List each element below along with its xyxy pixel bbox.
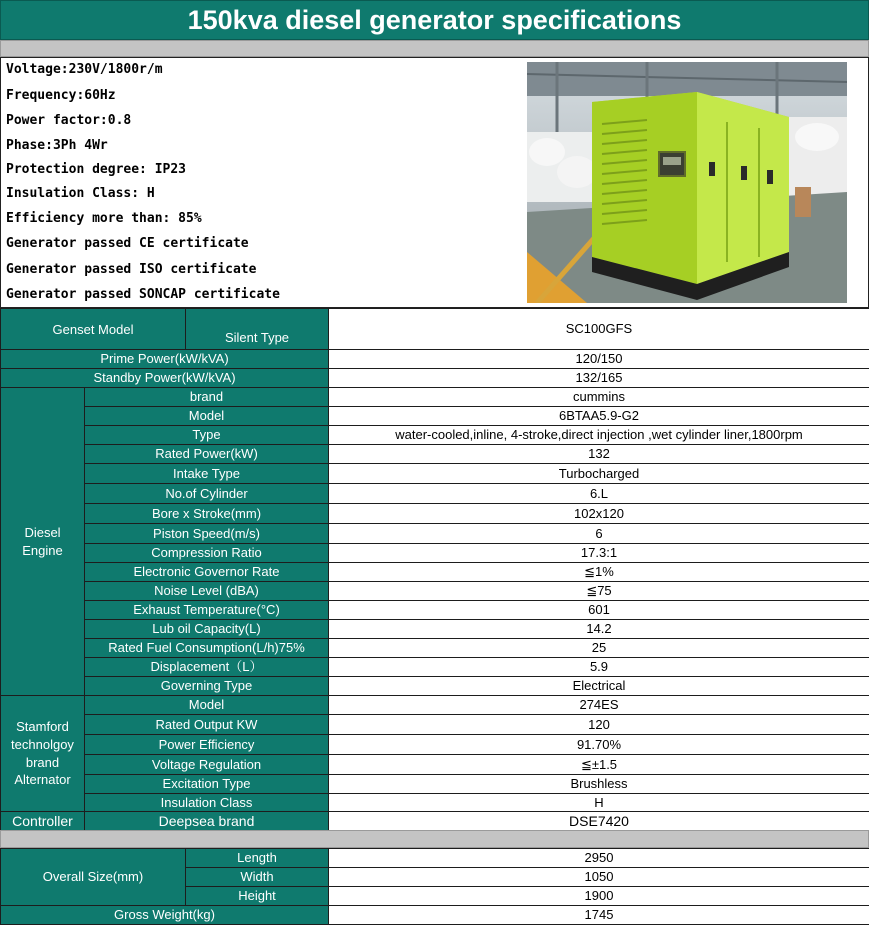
engine-row-label: Rated Power(kW)	[84, 444, 329, 464]
separator-bar	[0, 40, 869, 57]
engine-row-value: 17.3:1	[328, 543, 869, 563]
genset-model-label: Genset Model	[0, 308, 186, 350]
engine-row-label: Type	[84, 425, 329, 445]
standby-power-value: 132/165	[328, 368, 869, 388]
intro-spec-line: Generator passed CE certificate	[6, 236, 249, 251]
engine-row-label: Model	[84, 406, 329, 426]
engine-row-value: ≦1%	[328, 562, 869, 582]
engine-row-label: Bore x Stroke(mm)	[84, 503, 329, 524]
standby-power-label: Standby Power(kW/kVA)	[0, 368, 329, 388]
size-row-value: 2950	[328, 848, 869, 868]
alternator-row-value: 120	[328, 714, 869, 735]
engine-row-label: Electronic Governor Rate	[84, 562, 329, 582]
intro-specs-block	[0, 57, 869, 308]
intro-spec-line: Insulation Class: H	[6, 186, 155, 201]
gross-weight-label: Gross Weight(kg)	[0, 905, 329, 925]
size-row-value: 1900	[328, 886, 869, 906]
engine-row-value: 132	[328, 444, 869, 464]
engine-row-label: Noise Level (dBA)	[84, 581, 329, 601]
engine-row-label: No.of Cylinder	[84, 483, 329, 504]
intro-spec-line: Generator passed ISO certificate	[6, 262, 257, 277]
engine-row-value: 6.L	[328, 483, 869, 504]
page-title: 150kva diesel generator specifications	[0, 0, 869, 40]
separator-bar	[0, 830, 869, 848]
engine-row-value: ≦75	[328, 581, 869, 601]
gross-weight-value: 1745	[328, 905, 869, 925]
engine-row-label: brand	[84, 387, 329, 407]
green-silent-diesel-generator-photo	[527, 62, 847, 303]
alternator-row-value: Brushless	[328, 774, 869, 794]
generator-photo	[527, 62, 847, 303]
controller-brand: Deepsea brand	[84, 811, 329, 831]
alternator-row-label: Rated Output KW	[84, 714, 329, 735]
alternator-row-label: Model	[84, 695, 329, 715]
size-row-label: Length	[185, 848, 329, 868]
overall-size-label: Overall Size(mm)	[0, 848, 186, 906]
alternator-row-value: 274ES	[328, 695, 869, 715]
alternator-row-value: H	[328, 793, 869, 812]
alternator-group-label: Stamford technolgoy brand Alternator	[0, 695, 85, 812]
engine-row-label: Intake Type	[84, 463, 329, 484]
engine-row-label: Lub oil Capacity(L)	[84, 619, 329, 639]
engine-group-label: Diesel Engine	[0, 387, 85, 696]
engine-row-value: 14.2	[328, 619, 869, 639]
size-row-label: Width	[185, 867, 329, 887]
engine-row-value: 601	[328, 600, 869, 620]
engine-row-value: 6BTAA5.9-G2	[328, 406, 869, 426]
intro-spec-line: Voltage:230V/1800r/m	[6, 62, 163, 77]
engine-row-label: Governing Type	[84, 676, 329, 696]
intro-spec-line: Frequency:60Hz	[6, 88, 116, 103]
engine-row-value: 5.9	[328, 657, 869, 677]
engine-row-value: Turbocharged	[328, 463, 869, 484]
size-row-label: Height	[185, 886, 329, 906]
intro-spec-line: Generator passed SONCAP certificate	[6, 287, 280, 302]
genset-model-value: SC100GFS	[328, 308, 869, 350]
alternator-row-label: Insulation Class	[84, 793, 329, 812]
engine-row-label: Piston Speed(m/s)	[84, 523, 329, 544]
intro-spec-line: Phase:3Ph 4Wr	[6, 138, 108, 153]
engine-row-label: Exhaust Temperature(°C)	[84, 600, 329, 620]
alternator-row-label: Voltage Regulation	[84, 754, 329, 775]
alternator-row-label: Power Efficiency	[84, 734, 329, 755]
engine-row-label: Displacement（L）	[84, 657, 329, 677]
engine-row-value: water-cooled,inline, 4-stroke,direct injection ,wet cylinder liner,1800rpm	[328, 425, 869, 445]
intro-spec-line: Efficiency more than: 85%	[6, 211, 202, 226]
engine-row-label: Rated Fuel Consumption(L/h)75%	[84, 638, 329, 658]
engine-row-value: cummins	[328, 387, 869, 407]
alternator-row-value: 91.70%	[328, 734, 869, 755]
prime-power-value: 120/150	[328, 349, 869, 369]
engine-row-value: 25	[328, 638, 869, 658]
silent-type-label: Silent Type	[185, 308, 329, 350]
intro-spec-line: Protection degree: IP23	[6, 162, 187, 177]
prime-power-label: Prime Power(kW/kVA)	[0, 349, 329, 369]
intro-spec-line: Power factor:0.8	[6, 113, 132, 128]
controller-label: Controller	[0, 811, 85, 831]
engine-row-label: Compression Ratio	[84, 543, 329, 563]
alternator-row-value: ≦±1.5	[328, 754, 869, 775]
alternator-row-label: Excitation Type	[84, 774, 329, 794]
controller-value: DSE7420	[328, 811, 869, 831]
engine-row-value: Electrical	[328, 676, 869, 696]
engine-row-value: 6	[328, 523, 869, 544]
engine-row-value: 102x120	[328, 503, 869, 524]
size-row-value: 1050	[328, 867, 869, 887]
